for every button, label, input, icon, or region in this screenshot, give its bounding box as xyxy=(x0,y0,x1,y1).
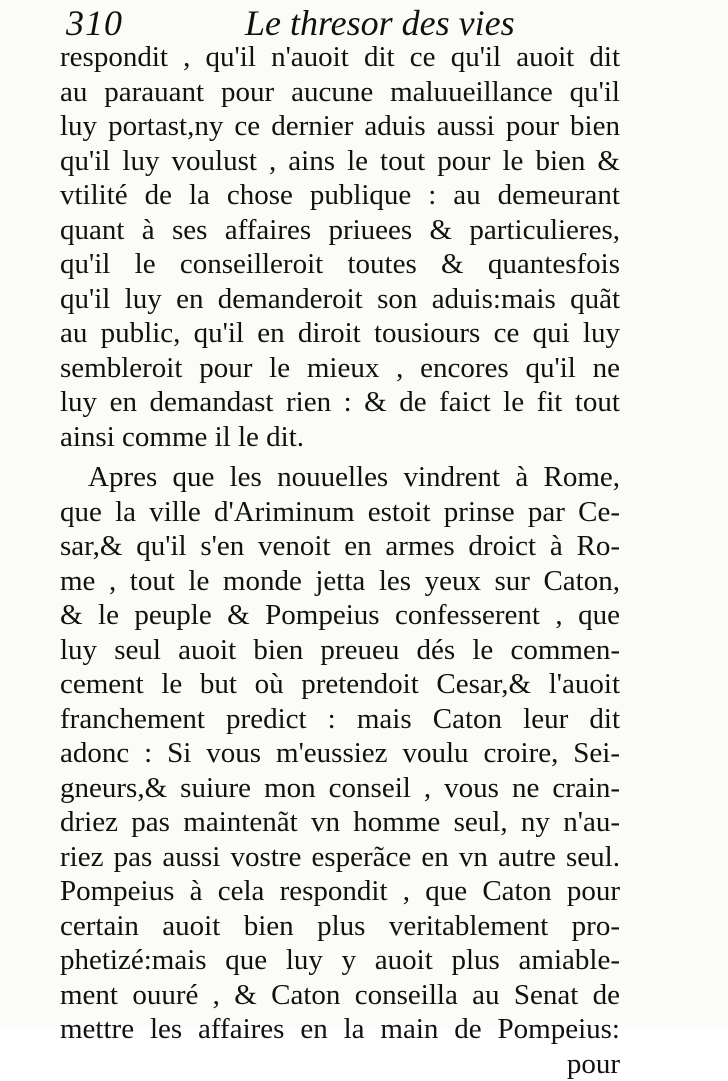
text-line: qu'il luy voulust , ains le tout pour le bien & xyxy=(60,144,620,179)
running-title: Le thresor des vies xyxy=(245,2,515,44)
text-line: luy en demandast rien : & de faict le fit tout xyxy=(60,385,620,420)
text-line: driez pas maintenãt vn homme seul, ny n'au- xyxy=(60,805,620,840)
text-line: Apres que les nouuelles vindrent à Rome, xyxy=(60,460,620,495)
text-line: qu'il luy en demanderoit son aduis:mais quãt xyxy=(60,282,620,317)
text-line: luy portast,ny ce dernier aduis aussi pour bien xyxy=(60,109,620,144)
body-text xyxy=(60,40,620,1081)
text-line: respondit , qu'il n'auoit dit ce qu'il auoit dit xyxy=(60,40,620,75)
page-number: 310 xyxy=(66,2,123,44)
text-line: au public, qu'il en diroit tousiours ce qui luy xyxy=(60,316,620,351)
text-line: franchement predict : mais Caton leur dit xyxy=(60,702,620,737)
text-line: qu'il le conseilleroit toutes & quantesfois xyxy=(60,247,620,282)
text-line: mettre les affaires en la main de Pompeius: xyxy=(60,1012,620,1047)
text-line: adonc : Si vous m'eussiez voulu croire, Sei- xyxy=(60,736,620,771)
text-line: certain auoit bien plus veritablement pro- xyxy=(60,909,620,944)
text-line: me , tout le monde jetta les yeux sur Caton, xyxy=(60,564,620,599)
text-line: gneurs,& suiure mon conseil , vous ne crain- xyxy=(60,771,620,806)
text-line: & le peuple & Pompeius confesserent , que xyxy=(60,598,620,633)
text-line: riez pas aussi vostre esperãce en vn autre seul. xyxy=(60,840,620,875)
text-line: phetizé:mais que luy y auoit plus amiable- xyxy=(60,943,620,978)
text-line: ainsi comme il le dit. xyxy=(60,420,620,455)
text-line: sembleroit pour le mieux , encores qu'il ne xyxy=(60,351,620,386)
text-line: quant à ses affaires priuees & particulieres, xyxy=(60,213,620,248)
catchword: pour xyxy=(60,1047,620,1081)
text-line: luy seul auoit bien preueu dés le commen- xyxy=(60,633,620,668)
text-line: au parauant pour aucune maluueillance qu'il xyxy=(60,75,620,110)
paragraph-2 xyxy=(60,460,620,1081)
paragraph-1 xyxy=(60,40,620,454)
text-line: Pompeius à cela respondit , que Caton pour xyxy=(60,874,620,909)
text-line: ment ouuré , & Caton conseilla au Senat de xyxy=(60,978,620,1013)
text-line: vtilité de la chose publique : au demeurant xyxy=(60,178,620,213)
text-line: que la ville d'Ariminum estoit prinse par Ce- xyxy=(60,495,620,530)
text-line: cement le but où pretendoit Cesar,& l'auoit xyxy=(60,667,620,702)
text-line: sar,& qu'il s'en venoit en armes droict à Ro- xyxy=(60,529,620,564)
